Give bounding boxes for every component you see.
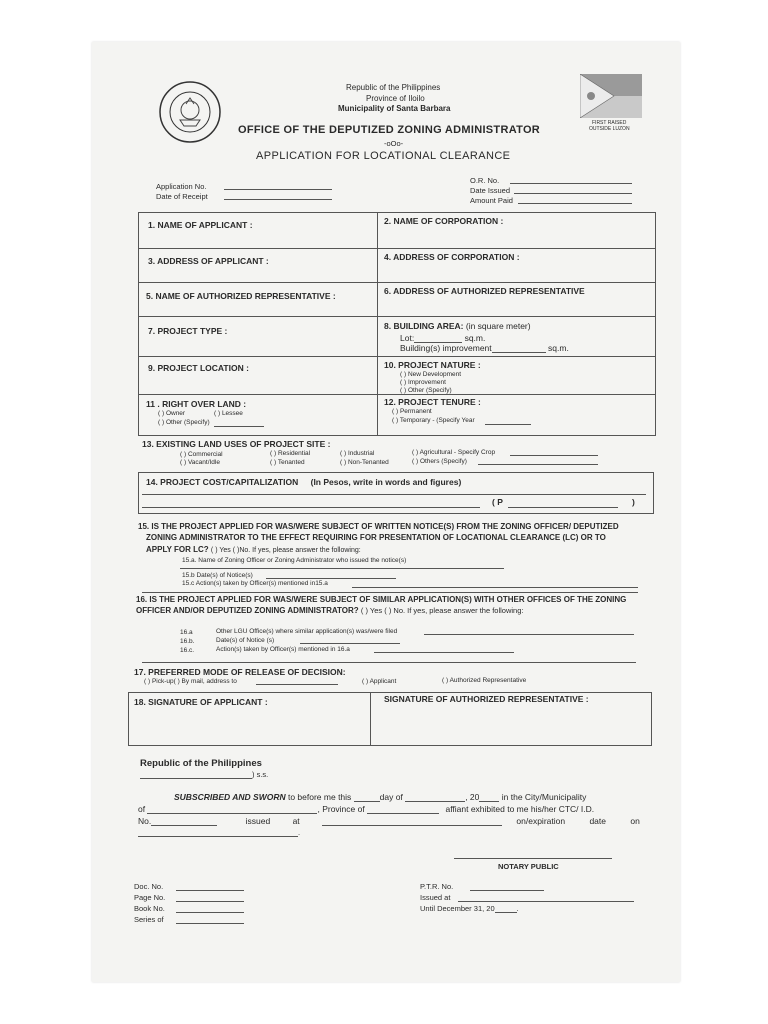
- ptr-no: P.T.R. No.: [420, 882, 454, 891]
- field-right-over-land: 11 . RIGHT OVER LAND :: [146, 399, 247, 409]
- release-authorized-rep[interactable]: ( ) Authorized Representative: [442, 677, 527, 684]
- tenure-permanent[interactable]: ( ) Permanent: [392, 408, 432, 415]
- land-owner[interactable]: ( ) Owner: [158, 410, 186, 417]
- book-no: Book No.: [134, 904, 165, 913]
- q16c-num: 16.c.: [180, 647, 195, 654]
- release-applicant[interactable]: ( ) Applicant: [362, 678, 397, 685]
- amount-paid-label: Amount Paid: [470, 196, 513, 205]
- q16b: Date(s) of Notice (s): [216, 637, 275, 644]
- land-use-industrial[interactable]: ( ) Industrial: [340, 450, 375, 457]
- jurat-line-1: SUBSCRIBED AND SWORN to before me this day of , 20 in the City/Municipality: [174, 792, 587, 802]
- field-address-of-applicant: 3. ADDRESS OF APPLICANT :: [148, 256, 269, 266]
- field-project-type: 7. PROJECT TYPE :: [148, 326, 228, 336]
- field-project-cost: 14. PROJECT COST/CAPITALIZATION (In Pesos, write in words and figures): [146, 477, 462, 487]
- building-area-line: Building(s) improvement sq.m.: [400, 343, 569, 353]
- building-area-unit: (in square meter): [465, 321, 531, 331]
- nature-other[interactable]: ( ) Other (Specify): [400, 387, 452, 394]
- signature-of-applicant: 18. SIGNATURE OF APPLICANT :: [134, 697, 268, 707]
- tenure-temporary[interactable]: ( ) Temporary - (Specify Year: [392, 417, 475, 424]
- flag-caption-1: FIRST RAISED: [592, 120, 627, 126]
- building-area-label: 8. BUILDING AREA:: [384, 321, 464, 331]
- field-building-area: [384, 321, 531, 331]
- field-project-tenure: 12. PROJECT TENURE :: [384, 397, 481, 407]
- jurat-period: .: [298, 828, 301, 837]
- q16-line2: OFFICER AND/OR DEPUTIZED ZONING ADMINISTRATOR? ( ) Yes ( ) No. If yes, please answer the following:: [136, 606, 524, 615]
- q16a: Other LGU Office(s) where similar application(s) was/were filed: [216, 628, 398, 635]
- land-use-agricultural[interactable]: ( ) Agricultural - Specify Crop: [412, 449, 496, 456]
- notary-public-label: NOTARY PUBLIC: [498, 862, 559, 871]
- project-cost-peso-open: ( P: [492, 497, 503, 507]
- release-pickup-mail[interactable]: ( ) Pick-up( ) By mail, address to: [144, 678, 237, 685]
- signature-of-authorized-rep: SIGNATURE OF AUTHORIZED REPRESENTATIVE :: [384, 694, 589, 704]
- q17: 17. PREFERRED MODE OF RELEASE OF DECISION:: [134, 667, 346, 677]
- page-no: Page No.: [134, 893, 166, 902]
- field-existing-land-uses: 13. EXISTING LAND USES OF PROJECT SITE :: [142, 439, 331, 449]
- doc-no: Doc. No.: [134, 882, 164, 891]
- jurat-line-2: of , Province of affiant exhibited to me his/her CTC/ I.D.: [138, 804, 595, 814]
- land-lessee[interactable]: ( ) Lessee: [214, 410, 243, 417]
- land-use-vacant[interactable]: ( ) Vacant/Idle: [180, 459, 220, 466]
- land-use-others[interactable]: ( ) Others (Specify): [412, 458, 467, 465]
- series-of: Series of: [134, 915, 164, 924]
- land-use-non-tenanted[interactable]: ( ) Non-Tenanted: [340, 459, 389, 466]
- header-republic: Republic of the Philippines: [346, 83, 441, 92]
- jurat-line-3: No. issued at on/expiration date on: [138, 816, 640, 826]
- q16-line1: 16. IS THE PROJECT APPLIED FOR WAS/WERE SUBJECT OF SIMILAR APPLICATION(S) WITH OTHER OFFICES OF THE ZONING: [136, 595, 627, 604]
- lot-area-line: Lot: sq.m.: [400, 333, 486, 343]
- land-use-residential[interactable]: ( ) Residential: [270, 450, 311, 457]
- application-no-label: Application No.: [156, 182, 207, 191]
- land-use-tenanted[interactable]: ( ) Tenanted: [270, 459, 305, 466]
- project-cost-peso-close: ): [632, 497, 635, 507]
- field-address-of-corporation: 4. ADDRESS OF CORPORATION :: [384, 252, 520, 262]
- field-name-of-corporation: 2. NAME OF CORPORATION :: [384, 216, 504, 226]
- q16c: Action(s) taken by Officer(s) mentioned in 16.a: [216, 646, 350, 653]
- q15-line2: ZONING ADMINISTRATOR TO THE EFFECT REQUIRING FOR PRESENTATION OF LOCATIONAL CLEARANCE (LC) OR TO: [146, 533, 606, 542]
- nature-new-development[interactable]: ( ) New Development: [400, 371, 462, 378]
- q15a: 15.a. Name of Zoning Officer or Zoning Administrator who issued the notice(s): [182, 557, 407, 564]
- q15-line1: 15. IS THE PROJECT APPLIED FOR WAS/WERE SUBJECT OF WRITTEN NOTICE(S) FROM THE ZONING OFFICER/ DEPUTIZED: [138, 522, 619, 531]
- field-project-location: 9. PROJECT LOCATION :: [148, 363, 249, 373]
- issued-at: Issued at: [420, 893, 451, 902]
- form-title: APPLICATION FOR LOCATIONAL CLEARANCE: [256, 150, 511, 162]
- header-province: Province of Iloilo: [366, 94, 425, 103]
- field-project-nature: 10. PROJECT NATURE :: [384, 360, 481, 370]
- header-separator: -oOo-: [384, 139, 404, 148]
- q15c: 15.c Action(s) taken by Officer(s) mentioned in15.a: [182, 580, 328, 587]
- q15-line3: APPLY FOR LC? ( ) Yes ( )No. If yes, please answer the following:: [146, 545, 361, 554]
- flag-caption-2: OUTSIDE LUZON: [589, 126, 630, 132]
- field-authorized-representative: 5. NAME OF AUTHORIZED REPRESENTATIVE :: [146, 291, 336, 301]
- q16a-num: 16.a: [180, 629, 193, 636]
- land-use-commercial[interactable]: ( ) Commercial: [180, 451, 223, 458]
- municipal-seal: [158, 80, 222, 144]
- notary-republic: Republic of the Philippines: [140, 758, 262, 769]
- office-title: OFFICE OF THE DEPUTIZED ZONING ADMINISTRATOR: [238, 124, 541, 136]
- field-name-of-applicant: 1. NAME OF APPLICANT :: [148, 220, 253, 230]
- q16b-num: 16.b.: [180, 638, 195, 645]
- nature-improvement[interactable]: ( ) Improvement: [400, 379, 446, 386]
- philippine-flag-icon: [580, 74, 642, 118]
- or-no-label: O.R. No.: [470, 176, 500, 185]
- field-address-of-authorized-rep: 6. ADDRESS OF AUTHORIZED REPRESENTATIVE: [384, 286, 585, 296]
- date-issued-label: Date Issued: [470, 186, 511, 195]
- land-other[interactable]: ( ) Other (Specify): [158, 419, 210, 426]
- date-of-receipt-label: Date of Receipt: [156, 192, 208, 201]
- header-municipality: Municipality of Santa Barbara: [338, 104, 451, 113]
- until-december: Until December 31, 20 .: [420, 904, 519, 913]
- notary-ss: ) s.s.: [252, 770, 269, 779]
- q15b: 15.b Date(s) of Notice(s): [182, 572, 253, 579]
